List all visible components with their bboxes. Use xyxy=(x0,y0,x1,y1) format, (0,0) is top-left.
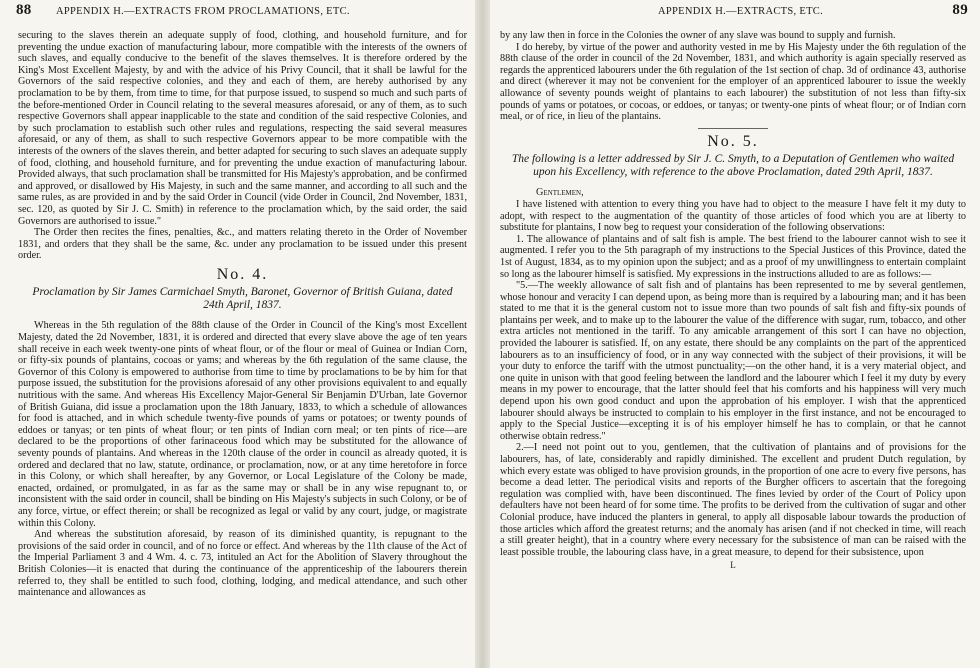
letter-title: The following is a letter addressed by Sir J. C. Smyth, to a Deputation of Gentlemen who waited upon his Excellency, with reference to the above Proclamation, dated 29th April, 1837. xyxy=(511,153,955,179)
section-divider xyxy=(698,128,768,129)
right-page-body xyxy=(500,30,966,572)
right-paragraph-1: by any law then in force in the Colonies the owner of any slave was bound to supply and furnish. xyxy=(500,30,896,41)
letter-salutation: Gentlemen, xyxy=(536,187,584,199)
right-page-header xyxy=(490,4,980,24)
book-gutter xyxy=(475,0,490,668)
section-title-no-5: No. 5. xyxy=(707,132,759,150)
signature-mark: L xyxy=(730,560,736,571)
left-paragraph-3: Whereas in the 5th regulation of the 88th clause of the Order in Council of the King's most Excellent Majesty, dated the 2d November, 1831, it is ordered and directed that every slave above the age of ten years shall receive in each week twenty-one pints of wheat flour, or of the flour or meal of Guinea or Indian Corn, or fifty-six pounds of plantains, cocoas or yams; and whereas by the 6th regulation of the same clause, the Governor of this Colony is empowered to authorise from time to time by proclamations to be by him for that purpose issued, the substitution for the provisions aforesaid of any other provisions equivalent to and equally nutritious with the same. And whereas His Excellency Major-General Sir Benjamin D'Urban, late Governor of British Guiana, did issue a proclamation upon the 18th January, 1833, to which a schedule of allowances for food is attached, and in which schedule twenty-five pounds of yams or potatoes; or twenty pounds of eddoes or tanyas; or ten pints of wheat flour; or ten pints of Indian corn meal; or ten pints of rice—are declared to be the proportions of other farinaceous food which may be substituted for the allowance of seventy pounds of plantains. And whereas in the 120th clause of the order in council as already quoted, it is ordered and declared that no law, statute, ordinance, or proclamation, now, or at any time heretofore in force in this Colony, or which shall hereafter, by any Governor, or Local Legislature of the Colony be made, enacted, ordained, or promulgated, in as far as the same may or shall be in any wise repugnant to, or inconsistent with the said order in council, shall be binding on His Majesty's subjects in such Colony, or be of any force, virtue, or effect therein; or shall be recognized as legal or valid by any court, judge, or magistrate within this Colony. xyxy=(18,320,467,529)
left-page-body xyxy=(18,30,467,599)
left-page-number: 88 xyxy=(16,2,32,18)
right-page xyxy=(490,0,980,668)
right-paragraph-6: 2.—I need not point out to you, gentlemen, that the cultivation of plantains and of provisions for the labourers, has, of late, considerably and rapidly diminished. The excellent and prudent Dutch regulation, by which every estate was obliged to have provision grounds, in the proportion of one acre to every five persons, has become a dead letter. The periodical visits and reports of the Burgher officers to ascertain that the foregoing regulation was complied with, have been discontinued. The fines levied by order of the Court of Policy upon defaulters have not been heard of for some time. The profits to be derived from the cultivation of sugar and other Colonial produce, have induced the planters in general, to apply all disposable labour towards the production of those articles which afford the greatest returns; and the anomaly has arisen (and if not checked in time, will reach a still greater height), that in a country where every necessary for the subsistence of man can be raised with the least possible trouble, the labouring class have, in a great measure, to depend for their subsistence, upon xyxy=(500,442,966,558)
left-page-header xyxy=(0,4,475,24)
left-paragraph-1: securing to the slaves therein an adequate supply of food, clothing, and household furniture, and for preventing the undue exaction of manufacturing labour, more compatible with the interests of the owners of such slaves, and equally conducive to the benefit of the slaves themselves. It is therefore ordered by the King's Most Excellent Majesty, by and with the advice of his Privy Council, that it shall be lawful for the Governors of the said respective colonies, and they and each of them, are hereby authorised by any proclamation to be by them, from time to time, for that purpose issued, to suspend so much and such parts of the before-mentioned Order in Council relating to the several measures aforesaid, or any of them, as to such respective Governors shall appear inapplicable to the state and condition of the said respective Colonies, and by such proclamation to establish such other rules and regulations, respecting the said several measures aforesaid, or any of them, as shall to such respective Governors appear to be more compatible with the interests of the owners of the slaves therein, and better adapted for securing to such slaves an adequate supply of food, clothing, and household furniture, and for preventing the undue exaction of manufacturing labour. Provided always, that such proclamation shall be transmitted for His Majesty's approbation, and be confirmed and approved, or disallowed by His Majesty, in such and the same manner, and according to all such and the same rules, as are provided in and by the said Order in Council (vide Order in Council, 2nd November, 1831, sec. 120, as quoted by Sir J. C. Smith) in reference to the proclamation which, by the said order, the said Governors are authorised to issue." xyxy=(18,30,467,227)
right-paragraph-3: I have listened with attention to every thing you have had to object to the measure I have felt it my duty to adopt, with respect to the augmentation of the quantity of those articles of food which you are at liberty to substitute for plantains, I now beg to request your consideration of the following observations: xyxy=(500,198,966,234)
left-paragraph-4: And whereas the substitution aforesaid, by reason of its diminished quantity, is repugnant to the provisions of the said order in council, and of no force or effect. And whereas by the 11th clause of the Act of the Imperial Parliament 3 and 4 Wm. 4. c. 73, intituled an Act for the Abolition of Slavery throughout the British Colonies—it is enacted that during the continuance of the apprenticeship of the labourers therein referred to, they shall be entitled to such food, clothing, lodging, and medical attendance, and such other maintenance and allowances as xyxy=(18,529,467,599)
left-page xyxy=(0,0,475,668)
section-title-no-4: No. 4. xyxy=(216,265,269,283)
right-paragraph-5: "5.—The weekly allowance of salt fish and of plantains has been represented to me by several gentlemen, whose honour and veracity I can depend upon, as being more than is required by a labouring man; and it has been stated to me that it is the general custom not to issue more than two pounds of salt fish and fifty-six pounds of plantains per week, and to make up to the labourer the value of the difference with sugar, rum, tobacco, and other extra articles not mentioned in the tariff. To any amicable arrangement of this sort I can have no objection, provided the labourer is satisfied. If, on any estate, there should be any complaints on the part of the apprenticed labourers as to an insufficiency of food, or in any way connected with the subject of their provisions, it will be your duty to enforce the tariff with the utmost punctuality;—on the other hand, it is a very material object, and one quite in unison with that good feeling between the landlord and the labourer which I feel it my duty by every means in my power to encourage, that the latter should feel that his comforts and his happiness will very much depend upon his own good conduct and upon the approbation of his employer. I wish that the apprenticed labourer should always be instructed to complain to his employer in the first instance, and not be encouraged to apply to the Special Justice—excepting it is of his employer himself he has to complain, or that he cannot otherwise obtain redress." xyxy=(500,280,966,442)
left-running-head: APPENDIX H.—EXTRACTS FROM PROCLAMATIONS, ETC. xyxy=(56,6,350,17)
right-page-number: 89 xyxy=(952,2,968,18)
right-running-head: APPENDIX H.—EXTRACTS, ETC. xyxy=(658,6,824,17)
right-paragraph-4: 1. The allowance of plantains and of salt fish is ample. The best friend to the labourer cannot wish to see it augmented. I refer you to the 5th paragraph of my instructions to the Special Justices of this Province, dated the 1st of August, 1834, as to my opinion upon the subject; and as a proof of my unwillingness to entertain complaint so long as the labourer himself is satisfied. My expressions in the instructions alluded to are as follows:— xyxy=(500,233,966,280)
right-paragraph-2: I do hereby, by virtue of the power and authority vested in me by His Majesty under the 6th regulation of the 88th clause of the order in council of the 2d November, 1831, and which authority is again specially reserved as regards the apprenticed labourers under the 6th regulation of the 1st section of chap. 3d of ordinance 43, authorise and direct (wherever it may not be convenient for the employer of an apprenticed labourer to issue the weekly allowance of seventy pounds weight of plantains to each labourer) the substitution of not less than fifty-six pounds of yams or potatoes, or cocoas, or eddoes, or tanyas; or twenty-one pints of wheat flour; or of Indian corn meal, or of rice, in lieu of the plantains. xyxy=(500,41,966,123)
left-paragraph-2: The Order then recites the fines, penalties, &c., and matters relating thereto in the Order of November 1831, and orders that they shall be the same, &c. under any proclamation to be issued under this present order. xyxy=(18,227,467,262)
proclamation-title: Proclamation by Sir James Carmichael Smyth, Baronet, Governor of British Guiana, dated 24th April, 1837. xyxy=(32,286,453,312)
